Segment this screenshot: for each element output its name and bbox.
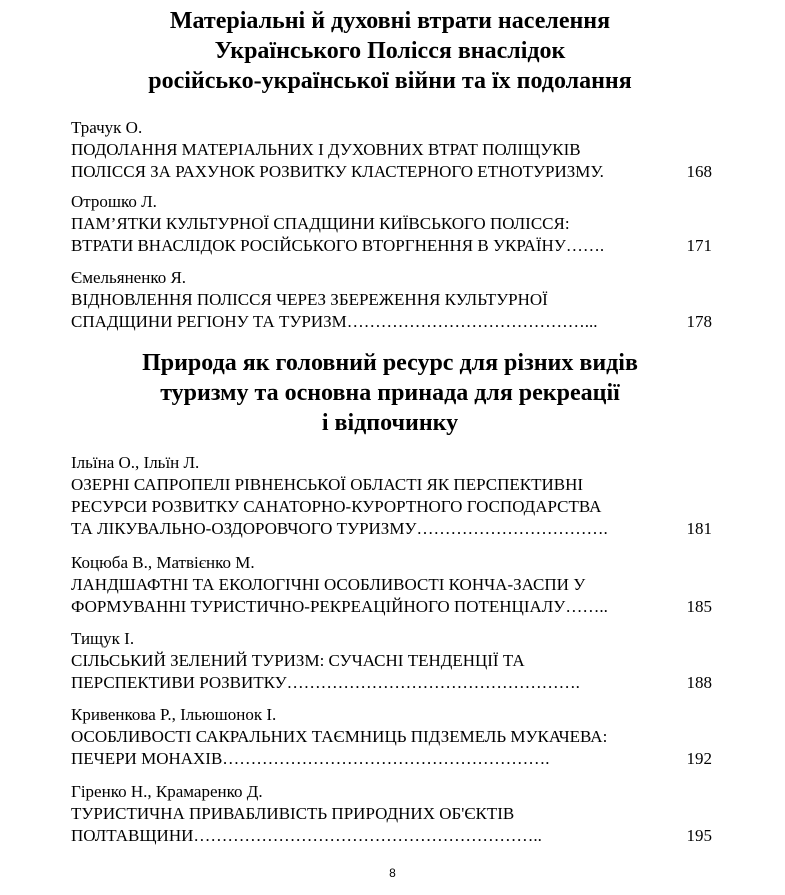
- toc-entry[interactable]: [71, 628, 716, 694]
- entry-title-line: ПОЛІССЯ ЗА РАХУНОК РОЗВИТКУ КЛАСТЕРНОГО ЕТНОТУРИЗМУ. 168: [71, 162, 712, 181]
- entry-title-line: ЛАНДШАФТНІ ТА ЕКОЛОГІЧНІ ОСОБЛИВОСТІ КОНЧА-ЗАСПИ У: [71, 575, 586, 594]
- entry-author: Ільїна О., Ільїн Л.: [71, 453, 200, 472]
- entry-page-number: 192: [686, 749, 712, 768]
- entry-title-line: РЕСУРСИ РОЗВИТКУ САНАТОРНО-КУРОРТНОГО ГОСПОДАРСТВА: [71, 497, 602, 516]
- section-title-line: російсько-української війни та їх подолання: [148, 68, 632, 94]
- entry-page-number: 178: [686, 312, 712, 331]
- entry-author: Гіренко Н., Крамаренко Д.: [71, 782, 263, 801]
- section-title-nature: [60, 348, 720, 438]
- entry-title-line: ТУРИСТИЧНА ПРИВАБЛИВІСТЬ ПРИРОДНИХ ОБ'ЄКТІВ: [71, 804, 515, 823]
- entry-title-line: СПАДЩИНИ РЕГІОНУ ТА ТУРИЗМ……………………………………... 178: [71, 312, 712, 331]
- entry-title-line: ПЕЧЕРИ МОНАХІВ…………………………………………………. 192: [71, 749, 712, 768]
- entry-author: Отрошко Л.: [71, 192, 157, 211]
- entry-title-line: ПОЛТАВЩИНИ…………………………………………………….. 195: [71, 826, 712, 845]
- entry-title-line: ТА ЛІКУВАЛЬНО-ОЗДОРОВЧОГО ТУРИЗМУ……………………………. 181: [71, 519, 712, 538]
- entry-page-number: 188: [686, 673, 712, 692]
- toc-entry[interactable]: [71, 117, 716, 183]
- entry-title-line: ПАМ’ЯТКИ КУЛЬТУРНОЇ СПАДЩИНИ КИЇВСЬКОГО ПОЛІССЯ:: [71, 214, 570, 233]
- section-title-losses: [60, 6, 720, 96]
- entry-page-number: 168: [686, 162, 712, 181]
- toc-entry[interactable]: [71, 191, 716, 257]
- page-number: 8: [389, 866, 396, 880]
- entry-title-line: СІЛЬСЬКИЙ ЗЕЛЕНИЙ ТУРИЗМ: СУЧАСНІ ТЕНДЕНЦІЇ ТА: [71, 651, 525, 670]
- section-title-line: туризму та основна принада для рекреації: [160, 380, 620, 406]
- entry-author: Трачук О.: [71, 118, 143, 137]
- entry-title-line: ФОРМУВАННІ ТУРИСТИЧНО-РЕКРЕАЦІЙНОГО ПОТЕНЦІАЛУ…….. 185: [71, 597, 712, 616]
- toc-entry[interactable]: [71, 267, 716, 333]
- entry-title-line: ВТРАТИ ВНАСЛІДОК РОСІЙСЬКОГО ВТОРГНЕННЯ В УКРАЇНУ……. 171: [71, 236, 712, 255]
- section-title-line: Українського Полісся внаслідок: [214, 38, 566, 64]
- entry-author: Тищук І.: [71, 629, 135, 648]
- section-title-line: Природа як головний ресурс для різних видів: [142, 350, 638, 376]
- entry-title-line: ПОДОЛАННЯ МАТЕРІАЛЬНИХ І ДУХОВНИХ ВТРАТ ПОЛІЩУКІВ: [71, 140, 581, 159]
- entry-title-line: ВІДНОВЛЕННЯ ПОЛІССЯ ЧЕРЕЗ ЗБЕРЕЖЕННЯ КУЛЬТУРНОЇ: [71, 290, 548, 309]
- toc-entry[interactable]: [71, 452, 716, 540]
- entry-author: Ємельяненко Я.: [71, 268, 187, 287]
- entry-title-line: ПЕРСПЕКТИВИ РОЗВИТКУ……………………………………………. 188: [71, 673, 712, 692]
- entry-title-line: ОЗЕРНІ САПРОПЕЛІ РІВНЕНСЬКОЇ ОБЛАСТІ ЯК ПЕРСПЕКТИВНІ: [71, 475, 584, 494]
- entry-page-number: 181: [686, 519, 712, 538]
- entry-page-number: 185: [686, 597, 712, 616]
- entry-page-number: 195: [686, 826, 712, 845]
- section-title-line: Матеріальні й духовні втрати населення: [169, 8, 611, 34]
- toc-entry[interactable]: [71, 552, 716, 618]
- entry-page-number: 171: [686, 236, 712, 255]
- entry-title-line: ОСОБЛИВОСТІ САКРАЛЬНИХ ТАЄМНИЦЬ ПІДЗЕМЕЛЬ МУКАЧЕВА:: [71, 727, 608, 746]
- toc-entry[interactable]: [71, 781, 716, 847]
- toc-entry[interactable]: [71, 704, 716, 770]
- section-title-line: і відпочинку: [321, 410, 459, 436]
- entry-author: Коцюба В., Матвієнко М.: [71, 553, 255, 572]
- entry-author: Кривенкова Р., Ільюшонок І.: [71, 705, 277, 724]
